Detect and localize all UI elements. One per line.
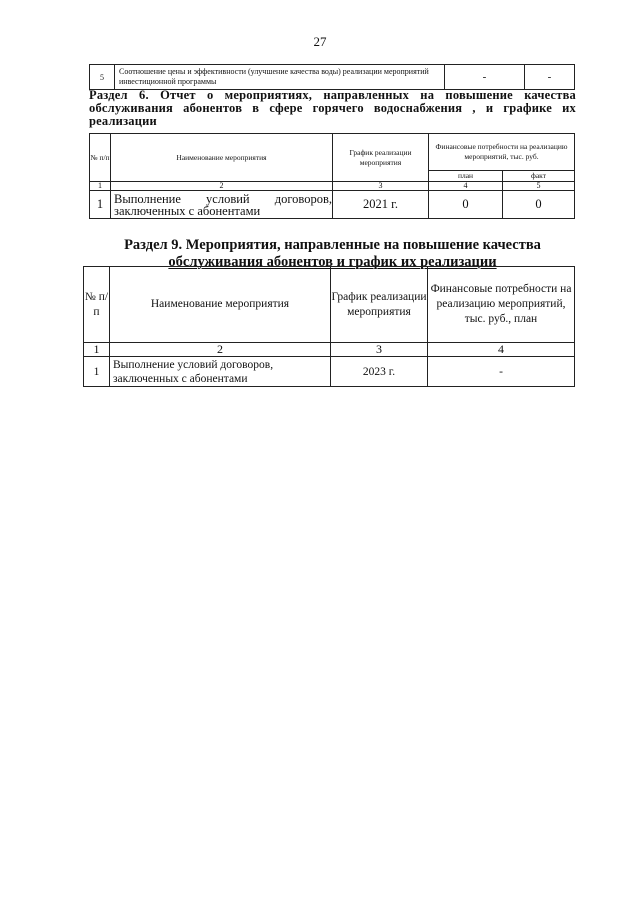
heading-line: Раздел 9. Мероприятия, направленные на повышение качества [124, 237, 541, 253]
investment-program-table [89, 64, 575, 90]
column-number: 1 [90, 182, 111, 191]
row-schedule: 2021 г. [333, 191, 429, 219]
row-number: 1 [90, 191, 111, 219]
column-number: 4 [429, 182, 503, 191]
heading-line: реализации [89, 114, 157, 128]
row-number: 1 [84, 357, 110, 387]
column-number: 4 [428, 343, 575, 357]
column-number: 5 [503, 182, 575, 191]
header-finance: Финансовые потребности на реализацию мероприятий, тыс. руб., план [428, 267, 575, 343]
header-finance: Финансовые потребности на реализацию мероприятий, тыс. руб. [429, 134, 575, 171]
heading-line: Раздел 6. Отчет о мероприятиях, направленных на повышение качества [89, 88, 576, 102]
row-schedule: 2023 г. [331, 357, 428, 387]
table-row [84, 357, 575, 387]
row-number: 5 [90, 65, 115, 90]
column-number: 2 [110, 343, 331, 357]
page-number: 27 [313, 34, 327, 49]
header-name: Наименование мероприятия [111, 134, 333, 182]
column-numbers-row [90, 182, 575, 191]
row-name: Соотношение цены и эффективности (улучшение качества воды) реализации мероприятий инвестиционной программы [115, 65, 445, 90]
row-plan: - [428, 357, 575, 387]
column-number: 2 [111, 182, 333, 191]
column-number: 1 [84, 343, 110, 357]
header-num: № п/ п [84, 267, 110, 343]
header-num: № п/п [90, 134, 111, 182]
heading-line: обслуживания абонентов в сфере горячего водоснабжения , и графике их [89, 101, 576, 115]
column-number: 3 [333, 182, 429, 191]
row-name: Выполнение условий договоров, заключенных с абонентами [110, 357, 331, 387]
header-fact: факт [503, 171, 575, 182]
row-value: - [525, 65, 575, 90]
row-plan: 0 [429, 191, 503, 219]
table-row [90, 65, 575, 90]
section-9-table [83, 266, 575, 387]
section-6-table [89, 133, 575, 219]
table-row [90, 191, 575, 219]
row-name: Выполнение условий договоров, заключенных с абонентами [111, 191, 333, 219]
row-fact: 0 [503, 191, 575, 219]
header-name: Наименование мероприятия [110, 267, 331, 343]
row-value: - [445, 65, 525, 90]
heading-line: обслуживания абонентов и график их реализации [168, 254, 497, 270]
section-6-heading [89, 89, 576, 128]
column-number: 3 [331, 343, 428, 357]
column-numbers-row [84, 343, 575, 357]
header-plan: план [429, 171, 503, 182]
header-schedule: График реализации мероприятия [333, 134, 429, 182]
header-schedule: График реализации мероприятия [331, 267, 428, 343]
